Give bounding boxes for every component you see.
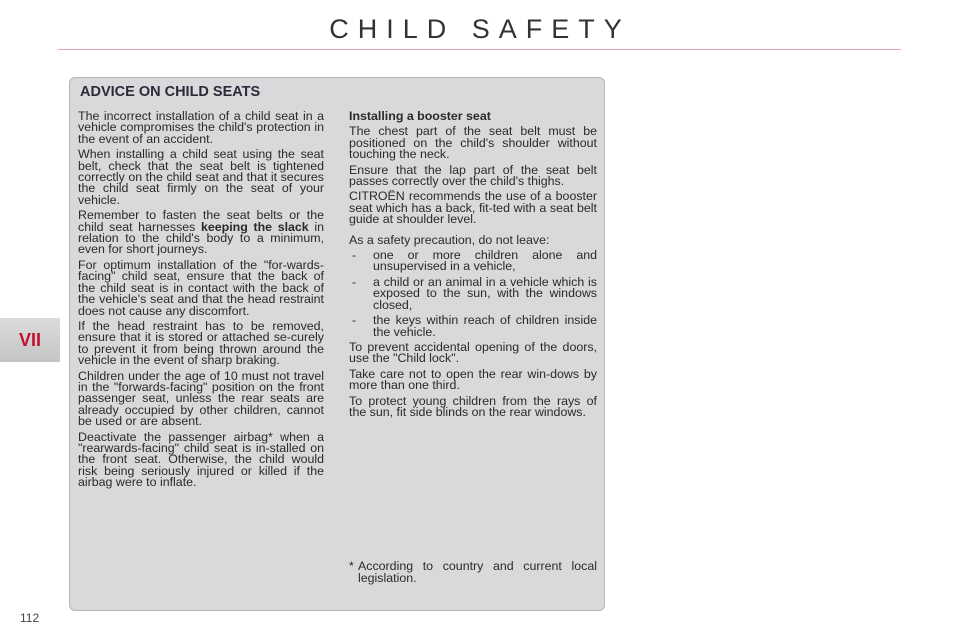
list-item: - a child or an animal in a vehicle which is exposed to the sun, with the windows closed,: [349, 277, 597, 311]
paragraph-rear-windows: Take care not to open the rear win-dows by more than one third.: [349, 366, 597, 393]
paragraph-forwards-facing: For optimum installation of the "for-wards-facing" child seat, ensure that the back of the child seat is in contact with the back of the vehicle's seat and that the head restraint does not cause any discomfort.: [78, 257, 324, 318]
paragraph-head-restraint: If the head restraint has to be removed, ensure that it is stored or attached se-curely to prevent it from being thrown around the vehicle in the event of sharp braking.: [78, 318, 324, 368]
list-item: - the keys within reach of children inside the vehicle.: [349, 315, 597, 338]
page-title: CHILD SAFETY: [329, 14, 631, 44]
paragraph-child-lock: To prevent accidental opening of the doors, use the "Child lock".: [349, 339, 597, 366]
paragraph-deactivate-airbag: Deactivate the passenger airbag* when a "rearwards-facing" child seat is in-stalled on the front seat. Otherwise, the child would risk being seriously injured or killed if the airbag were to inflate.: [78, 429, 324, 490]
left-column: [78, 111, 324, 493]
footnote-marker: *: [349, 559, 354, 573]
paragraph-citroen-recommends: CITROËN recommends the use of a booster seat which has a back, fit-ted with a seat belt guide at shoulder level.: [349, 189, 597, 227]
paragraph-lap-belt: Ensure that the lap part of the seat belt passes correctly over the child's thighs.: [349, 162, 597, 189]
footnote-text: According to country and current local legislation.: [358, 559, 597, 585]
footnote: [349, 560, 597, 584]
paragraph-fasten-belts: [78, 210, 324, 256]
page-number: 112: [20, 611, 40, 625]
paragraph-side-blinds: To protect young children from the rays of the sun, fit side blinds on the rear windows.: [349, 393, 597, 419]
paragraph-precaution-intro: As a safety precaution, do not leave:: [349, 232, 550, 247]
paragraph-incorrect-installation: The incorrect installation of a child seat in a vehicle compromises the child's protection in the event of an accident.: [78, 109, 324, 146]
paragraph-chest-belt: The chest part of the seat belt must be positioned on the child's shoulder without touching the neck.: [349, 124, 597, 162]
advice-panel: [69, 77, 605, 611]
paragraph-fasten-belts-start: Remember to fasten the seat belts or the child seat harnesses: [78, 208, 324, 234]
right-column: [349, 111, 597, 422]
paragraph-children-under-10: Children under the age of 10 must not travel in the "forwards-facing" position on the front passenger seat, unless the rear seats are already occupied by other children, cannot be used or are absent.: [78, 368, 324, 429]
booster-seat-heading: Installing a booster seat: [349, 109, 491, 123]
section-title: ADVICE ON CHILD SEATS: [80, 84, 261, 100]
paragraph-seat-belt-check: When installing a child seat using the seat belt, check that the seat belt is tightened correctly on the child seat and that it secures the child seat firmly on the seat of your vehicle.: [78, 147, 324, 207]
list-item: - one or more children alone and unsupervised in a vehicle,: [349, 250, 597, 273]
chapter-tab: VII: [0, 318, 60, 362]
emphasis-keeping-slack: keeping the slack: [201, 219, 309, 234]
precaution-list: [349, 250, 597, 338]
header-divider: [58, 49, 901, 50]
paragraph-fasten-belts-end: in relation to the child's body to a minimum, even for short journeys.: [78, 219, 324, 257]
